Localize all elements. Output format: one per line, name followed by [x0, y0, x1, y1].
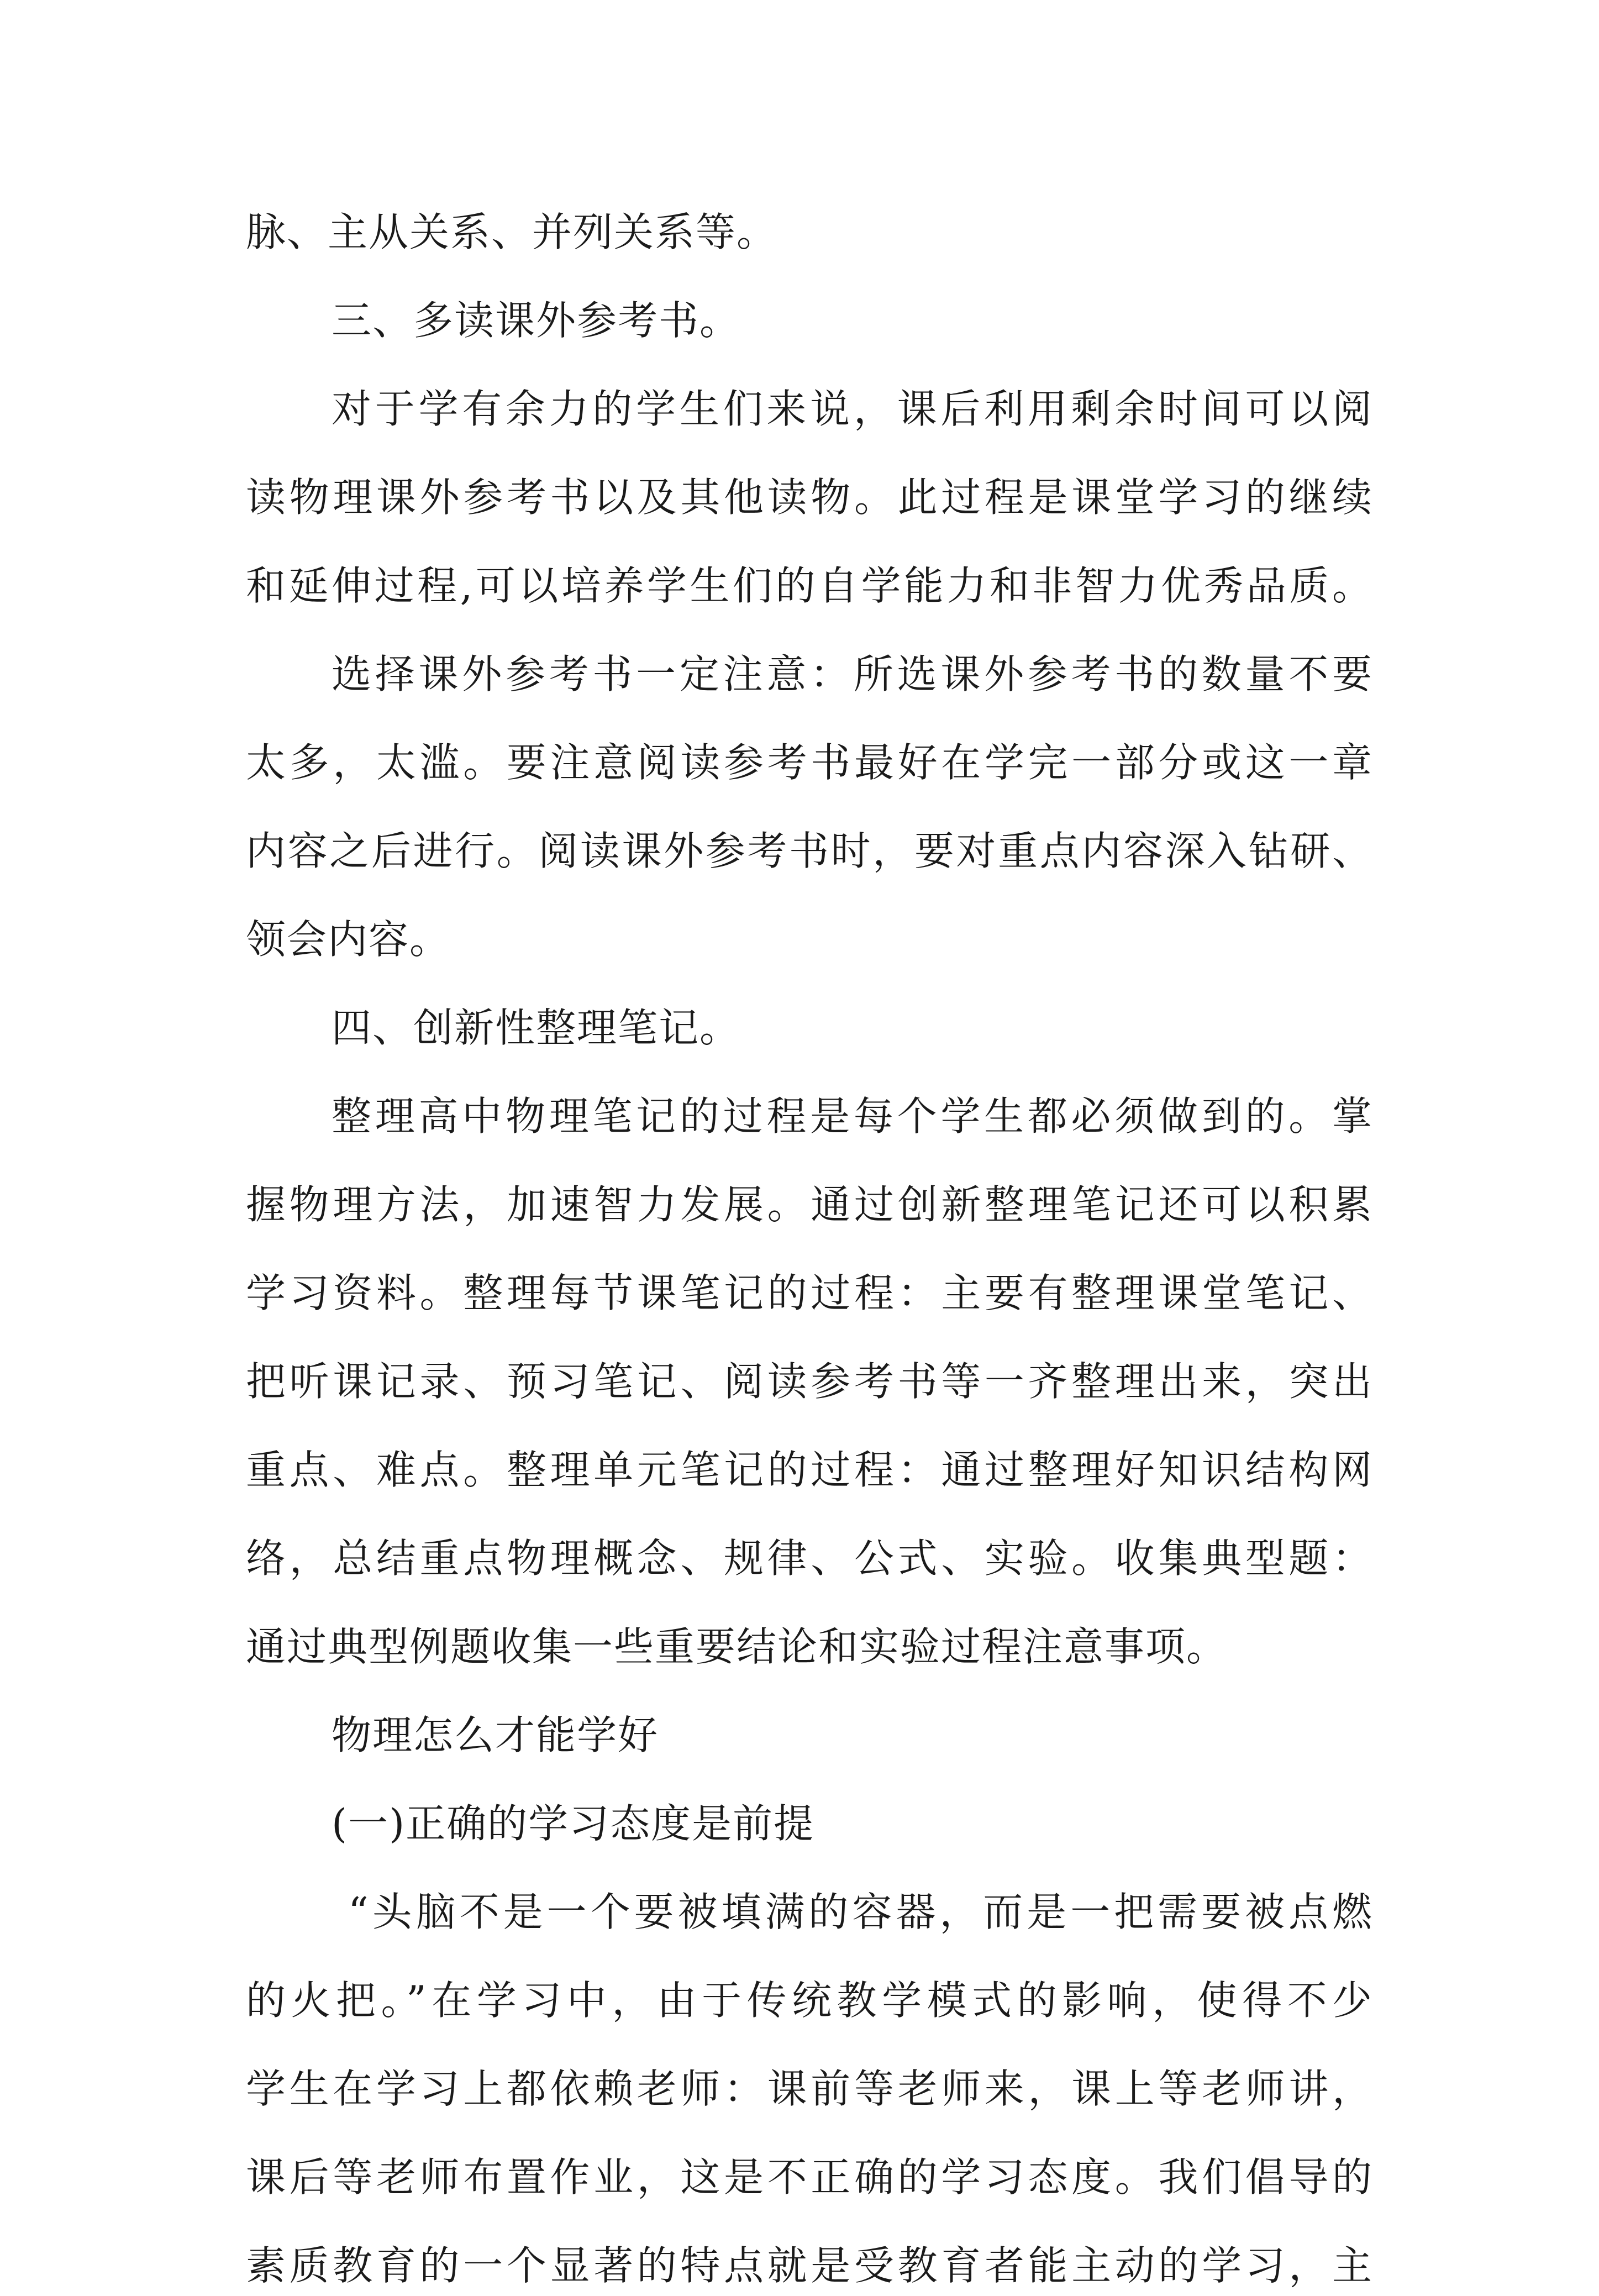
section-heading: 物理怎么才能学好 [332, 1712, 659, 1758]
section-heading: 四、创新性整理笔记。 [332, 1005, 741, 1051]
text-line: 络，总结重点物理概念、规律、公式、实验。收集典型题： [246, 1535, 1373, 1582]
text-line: 握物理方法，加速智力发展。通过创新整理笔记还可以积累 [246, 1181, 1373, 1228]
text-line: 对于学有余力的学生们来说，课后利用剩余时间可以阅 [332, 386, 1373, 432]
text-line: 素质教育的一个显著的特点就是受教育者能主动的学习，主 [246, 2242, 1373, 2289]
section-heading: 三、多读课外参考书。 [332, 297, 741, 344]
text-line: 太多，太滥。要注意阅读参考书最好在学完一部分或这一章 [246, 739, 1373, 786]
section-heading: (一)正确的学习态度是前提 [332, 1800, 815, 1847]
text-line: 把听课记录、预习笔记、阅读参考书等一齐整理出来，突出 [246, 1358, 1373, 1405]
text-line: 的火把。”在学习中，由于传统教学模式的影响，使得不少 [246, 1977, 1373, 2024]
text-line: 整理高中物理笔记的过程是每个学生都必须做到的。掌 [332, 1093, 1373, 1139]
text-line: 重点、难点。整理单元笔记的过程：通过整理好知识结构网 [246, 1447, 1373, 1493]
text-line: 课后等老师布置作业，这是不正确的学习态度。我们倡导的 [246, 2154, 1373, 2200]
text-line: 领会内容。 [246, 916, 451, 963]
text-line: 学习资料。整理每节课笔记的过程：主要有整理课堂笔记、 [246, 1270, 1373, 1316]
text-line: 学生在学习上都依赖老师：课前等老师来，课上等老师讲， [246, 2066, 1373, 2112]
text-line: 脉、主从关系、并列关系等。 [246, 209, 778, 255]
text-line: 和延伸过程,可以培养学生们的自学能力和非智力优秀品质。 [246, 563, 1373, 609]
text-line: 读物理课外参考书以及其他读物。此过程是课堂学习的继续 [246, 474, 1373, 521]
text-line: “头脑不是一个要被填满的容器，而是一把需要被点燃 [348, 1889, 1373, 1935]
text-line: 内容之后进行。阅读课外参考书时，要对重点内容深入钻研、 [246, 828, 1373, 874]
text-line: 通过典型例题收集一些重要结论和实验过程注意事项。 [246, 1624, 1228, 1670]
text-line: 选择课外参考书一定注意：所选课外参考书的数量不要 [332, 651, 1373, 697]
